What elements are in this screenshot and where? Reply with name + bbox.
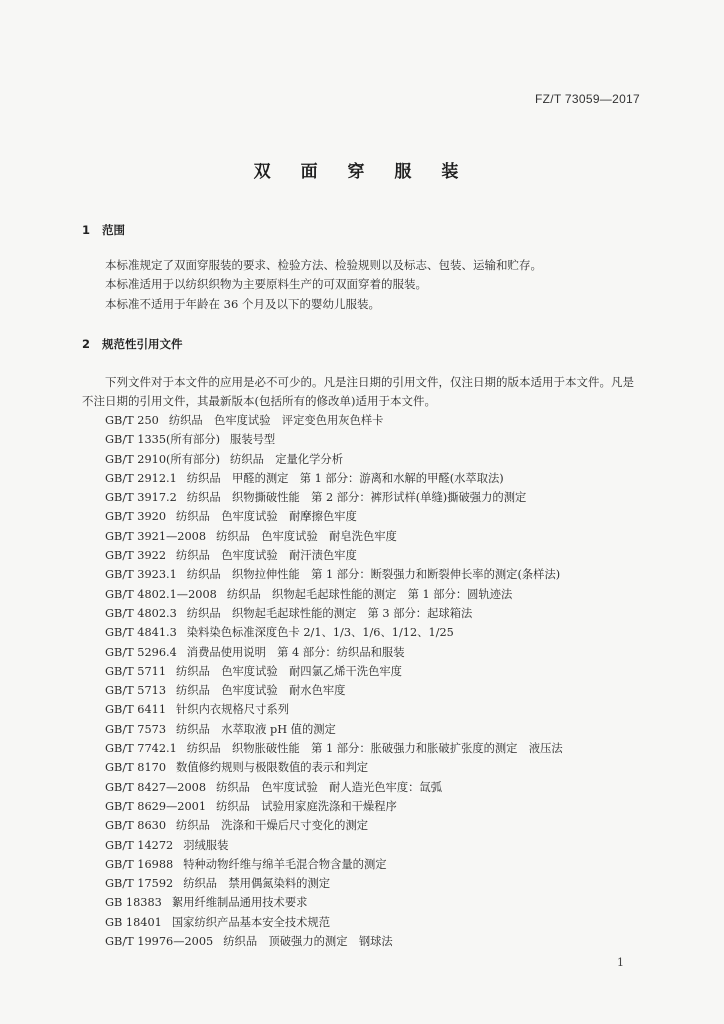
reference-item xyxy=(105,778,645,797)
paragraph: 本标准适用于以纺织织物为主要原料生产的可双面穿着的服装。 xyxy=(105,277,427,292)
reference-title: 服装号型 xyxy=(230,433,276,447)
reference-title: 染料染色标准深度色卡 2/1、1/3、1/6、1/12、1/25 xyxy=(186,626,454,640)
reference-code: GB/T 7573 xyxy=(105,722,167,736)
section-number: 2 xyxy=(82,337,91,351)
reference-code: GB/T 250 xyxy=(105,414,159,427)
reference-list xyxy=(105,411,645,951)
section-1-heading xyxy=(82,222,125,238)
reference-title: 纺织品 色牢度试验 耐水色牢度 xyxy=(176,684,346,698)
reference-title: 纺织品 色牢度试验 耐皂洗色牢度 xyxy=(216,529,397,543)
reference-code: GB/T 3917.2 xyxy=(105,491,177,505)
paragraph: 本标准不适用于年龄在 36 个月及以下的婴幼儿服装。 xyxy=(105,296,380,311)
reference-title: 纺织品 定量化学分析 xyxy=(230,452,343,466)
paragraph: 本标准规定了双面穿服装的要求、检验方法、检验规则以及标志、包装、运输和贮存。 xyxy=(105,258,542,272)
reference-item xyxy=(105,585,645,604)
reference-item xyxy=(105,893,645,912)
reference-item xyxy=(105,758,645,777)
reference-item xyxy=(105,546,645,565)
reference-item xyxy=(105,739,645,758)
reference-code: GB/T 2910(所有部分) xyxy=(105,452,221,466)
section-title: 规范性引用文件 xyxy=(102,337,183,351)
reference-code: GB/T 3920 xyxy=(105,510,167,524)
reference-title: 纺织品 色牢度试验 评定变色用灰色样卡 xyxy=(168,414,384,427)
reference-item xyxy=(105,507,645,526)
reference-code: GB/T 5296.4 xyxy=(105,645,177,659)
reference-item xyxy=(105,681,645,700)
reference-code: GB/T 6411 xyxy=(105,703,167,717)
reference-item xyxy=(105,623,645,642)
reference-code: GB/T 19976—2005 xyxy=(105,935,214,949)
reference-title: 纺织品 色牢度试验 耐人造光色牢度：氙弧 xyxy=(216,780,443,794)
document-title: 双 面 穿 服 装 xyxy=(253,162,471,182)
reference-title: 纺织品 甲醛的测定 第 1 部分：游离和水解的甲醛(水萃取法) xyxy=(186,471,504,485)
reference-code: GB/T 1335(所有部分) xyxy=(105,433,221,447)
reference-code: GB/T 3922 xyxy=(105,549,167,563)
reference-title: 纺织品 色牢度试验 耐四氯乙烯干洗色牢度 xyxy=(176,664,402,678)
reference-title: 针织内衣规格尺寸系列 xyxy=(176,703,289,717)
section-2-heading xyxy=(82,336,183,352)
reference-code: GB/T 8630 xyxy=(105,819,167,833)
reference-title: 国家纺织产品基本安全技术规范 xyxy=(171,915,331,929)
section-2-intro xyxy=(82,373,642,412)
reference-code: GB/T 5711 xyxy=(105,664,167,678)
reference-title: 纺织品 织物拉伸性能 第 1 部分：断裂强力和断裂伸长率的测定(条样法) xyxy=(186,568,561,582)
reference-code: GB/T 8170 xyxy=(105,761,167,775)
reference-code: GB/T 3923.1 xyxy=(105,568,177,582)
reference-item xyxy=(105,430,645,449)
reference-code: GB/T 4802.3 xyxy=(105,606,177,620)
reference-title: 纺织品 织物起毛起球性能的测定 第 3 部分：起球箱法 xyxy=(186,606,473,620)
reference-code: GB 18401 xyxy=(105,915,162,929)
paragraph: 下列文件对于本文件的应用是必不可少的。凡是注日期的引用文件，仅注日期的版本适用于本文件。凡是不注日期的引用文件，其最新版本(包括所有的修改单)适用于本文件。 xyxy=(82,375,634,409)
reference-item xyxy=(105,527,645,546)
reference-code: GB/T 8629—2001 xyxy=(105,799,207,813)
reference-code: GB/T 16988 xyxy=(105,857,174,871)
reference-item xyxy=(105,488,645,507)
page-number: 1 xyxy=(617,956,624,969)
reference-item xyxy=(105,836,645,855)
reference-item xyxy=(105,700,645,719)
reference-title: 纺织品 水萃取液 pH 值的测定 xyxy=(176,722,336,736)
reference-item xyxy=(105,913,645,932)
reference-item xyxy=(105,797,645,816)
standard-code: FZ/T 73059—2017 xyxy=(534,92,640,106)
reference-item xyxy=(105,662,645,681)
reference-code: GB/T 14272 xyxy=(105,838,174,852)
reference-item xyxy=(105,855,645,874)
reference-item xyxy=(105,720,645,739)
reference-title: 纺织品 织物胀破性能 第 1 部分：胀破强力和胀破扩张度的测定 液压法 xyxy=(186,742,563,756)
reference-title: 纺织品 试验用家庭洗涤和干燥程序 xyxy=(216,799,397,813)
reference-title: 消费品使用说明 第 4 部分：纺织品和服装 xyxy=(186,645,405,659)
reference-title: 纺织品 禁用偶氮染料的测定 xyxy=(183,877,331,891)
reference-title: 纺织品 织物撕破性能 第 2 部分：裤形试样(单缝)撕破强力的测定 xyxy=(186,491,527,505)
reference-title: 絮用纤维制品通用技术要求 xyxy=(171,896,308,910)
reference-code: GB 18383 xyxy=(105,896,162,910)
reference-item xyxy=(105,643,645,662)
reference-item xyxy=(105,469,645,488)
reference-title: 纺织品 色牢度试验 耐摩擦色牢度 xyxy=(176,510,357,524)
section-number: 1 xyxy=(82,223,91,237)
reference-item xyxy=(105,450,645,469)
reference-title: 数值修约规则与极限数值的表示和判定 xyxy=(176,761,369,775)
reference-item xyxy=(105,816,645,835)
reference-code: GB/T 17592 xyxy=(105,877,174,891)
reference-item xyxy=(105,411,645,430)
reference-code: GB/T 8427—2008 xyxy=(105,780,207,794)
reference-code: GB/T 2912.1 xyxy=(105,471,177,485)
section-1-body xyxy=(82,256,642,314)
reference-item xyxy=(105,604,645,623)
reference-code: GB/T 3921—2008 xyxy=(105,529,207,543)
reference-title: 羽绒服装 xyxy=(183,838,229,852)
reference-code: GB/T 4841.3 xyxy=(105,626,177,640)
reference-code: GB/T 4802.1—2008 xyxy=(105,587,217,601)
reference-title: 特种动物纤维与绵羊毛混合物含量的测定 xyxy=(183,857,387,871)
reference-item xyxy=(105,874,645,893)
reference-title: 纺织品 洗涤和干燥后尺寸变化的测定 xyxy=(176,819,369,833)
section-title: 范围 xyxy=(102,223,125,237)
reference-item xyxy=(105,565,645,584)
reference-title: 纺织品 色牢度试验 耐汗渍色牢度 xyxy=(176,549,357,563)
reference-title: 纺织品 顶破强力的测定 钢球法 xyxy=(223,935,393,949)
reference-item xyxy=(105,932,645,951)
reference-code: GB/T 5713 xyxy=(105,684,167,698)
reference-code: GB/T 7742.1 xyxy=(105,742,177,756)
reference-title: 纺织品 织物起毛起球性能的测定 第 1 部分：圆轨迹法 xyxy=(226,587,513,601)
